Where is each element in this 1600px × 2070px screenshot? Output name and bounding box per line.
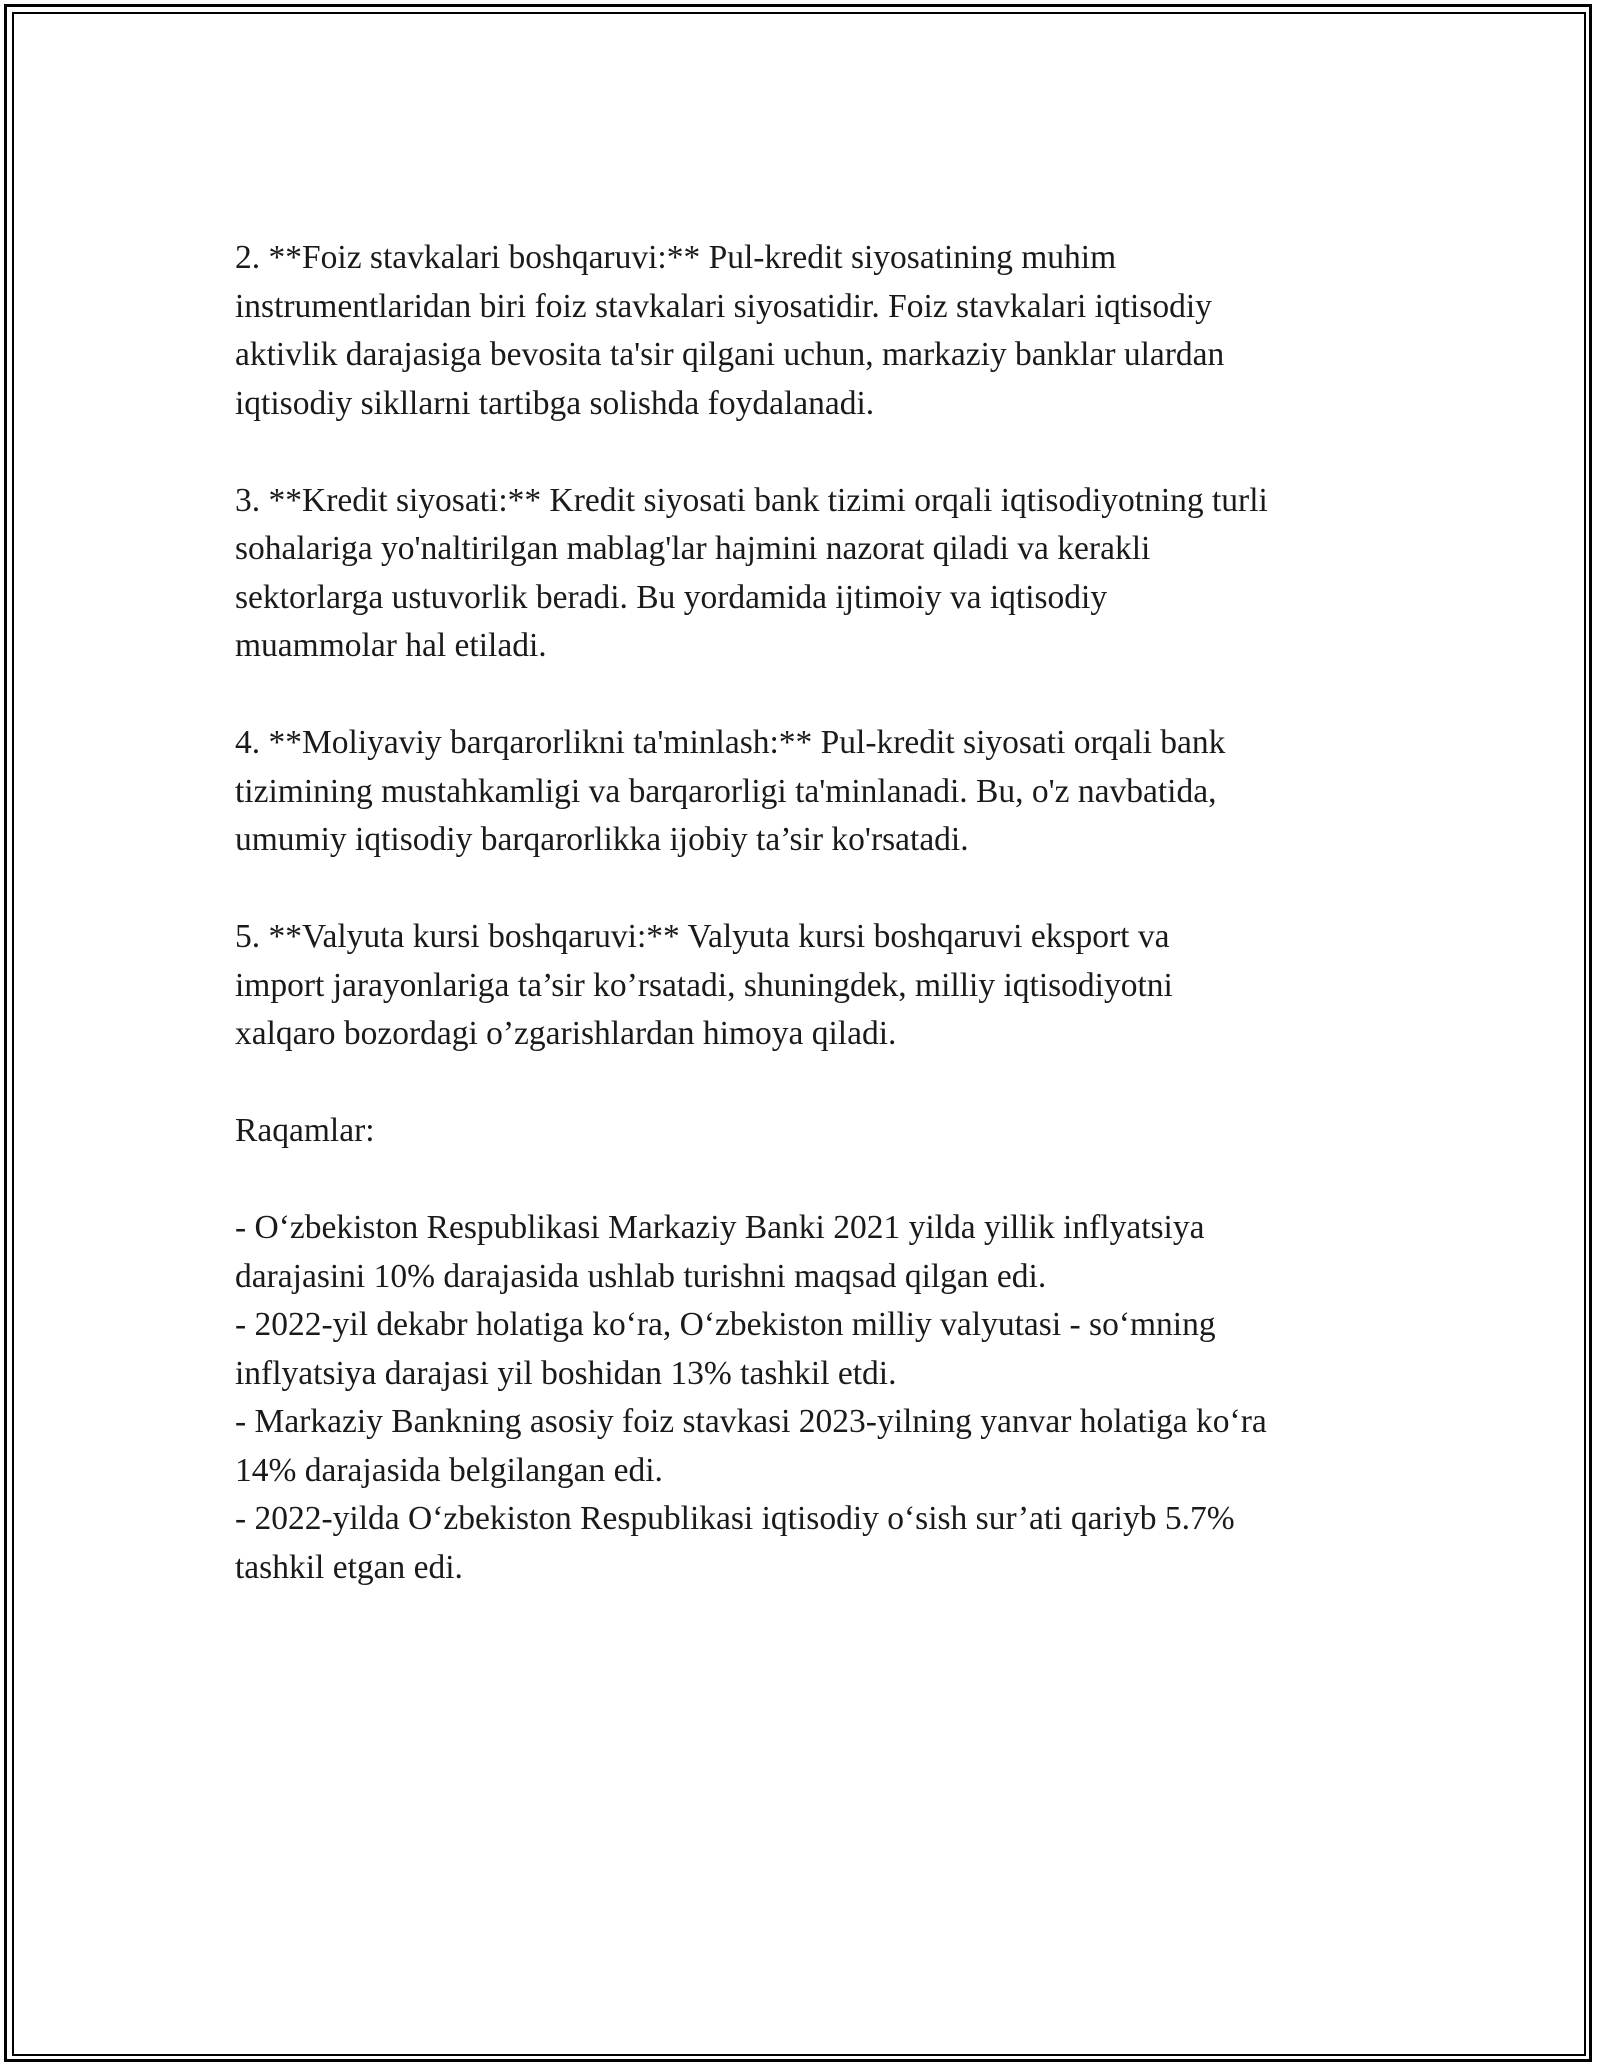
raqamlar-heading — [235, 1107, 1385, 1156]
text-line: muammolar hal etiladi. — [235, 627, 547, 664]
text-line: import jarayonlariga ta’sir ko’rsatadi, shuningdek, milliy iqtisodiyotni — [235, 966, 1173, 1004]
raqamlar-list — [235, 1204, 1385, 1592]
list-item-continuation: darajasini 10% darajasida ushlab turishni maqsad qilgan edi. — [235, 1257, 1047, 1295]
text-line: umumiy iqtisodiy barqarorlikka ijobiy ta’sir ko'rsatadi. — [235, 821, 969, 858]
paragraph-gap — [235, 865, 1385, 914]
text-line: 2. **Foiz stavkalari boshqaruvi:** Pul-kredit siyosatining muhim — [235, 239, 1117, 276]
text-line: instrumentlaridan biri foiz stavkalari siyosatidir. Foiz stavkalari iqtisodiy — [235, 287, 1212, 325]
list-item: - 2022-yil dekabr holatiga ko‘ra, O‘zbekiston milliy valyutasi - so‘mning — [235, 1306, 1216, 1343]
text-line: xalqaro bozordagi o’zgarishlardan himoya qiladi. — [235, 1015, 897, 1052]
text-line: 3. **Kredit siyosati:** Kredit siyosati bank tizimi orqali iqtisodiyotning turli — [235, 481, 1268, 519]
list-item: - 2022-yilda O‘zbekiston Respublikasi iqtisodiy o‘sish sur’ati qariyb 5.7% — [235, 1500, 1235, 1537]
document-body — [235, 234, 1385, 1592]
paragraph-gap — [235, 1156, 1385, 1205]
text-line: iqtisodiy sikllarni tartibga solishda foydalanadi. — [235, 384, 875, 422]
paragraph-gap — [235, 1059, 1385, 1108]
list-item-continuation: tashkil etgan edi. — [235, 1548, 463, 1586]
text-line: 4. **Moliyaviy barqarorlikni ta'minlash:** Pul-kredit siyosati orqali bank — [235, 724, 1226, 761]
section-foiz-stavkalari — [235, 234, 1385, 428]
text-line: tizimining mustahkamligi va barqarorligi ta'minlanadi. Bu, o'z navbatida, — [235, 772, 1217, 810]
list-item-continuation: 14% darajasida belgilangan edi. — [235, 1451, 663, 1489]
text-line: aktivlik darajasiga bevosita ta'sir qilgani uchun, markaziy banklar ulardan — [235, 336, 1225, 373]
list-item: - O‘zbekiston Respublikasi Markaziy Banki 2021 yilda yillik inflyatsiya — [235, 1209, 1205, 1246]
text-line: 5. **Valyuta kursi boshqaruvi:** Valyuta kursi boshqaruvi eksport va — [235, 918, 1170, 955]
paragraph-gap — [235, 671, 1385, 720]
section-moliyaviy-barqarorlik — [235, 719, 1385, 865]
text-line: sohalariga yo'naltirilgan mablag'lar hajmini nazorat qiladi va kerakli — [235, 530, 1151, 567]
section-valyuta-kursi — [235, 913, 1385, 1059]
text-line: Raqamlar: — [235, 1112, 375, 1149]
list-item: - Markaziy Bankning asosiy foiz stavkasi 2023-yilning yanvar holatiga ko‘ra — [235, 1403, 1267, 1440]
text-line: sektorlarga ustuvorlik beradi. Bu yordamida ijtimoiy va iqtisodiy — [235, 578, 1108, 616]
paragraph-gap — [235, 428, 1385, 477]
section-kredit-siyosati — [235, 477, 1385, 671]
list-item-continuation: inflyatsiya darajasi yil boshidan 13% tashkil etdi. — [235, 1354, 897, 1392]
